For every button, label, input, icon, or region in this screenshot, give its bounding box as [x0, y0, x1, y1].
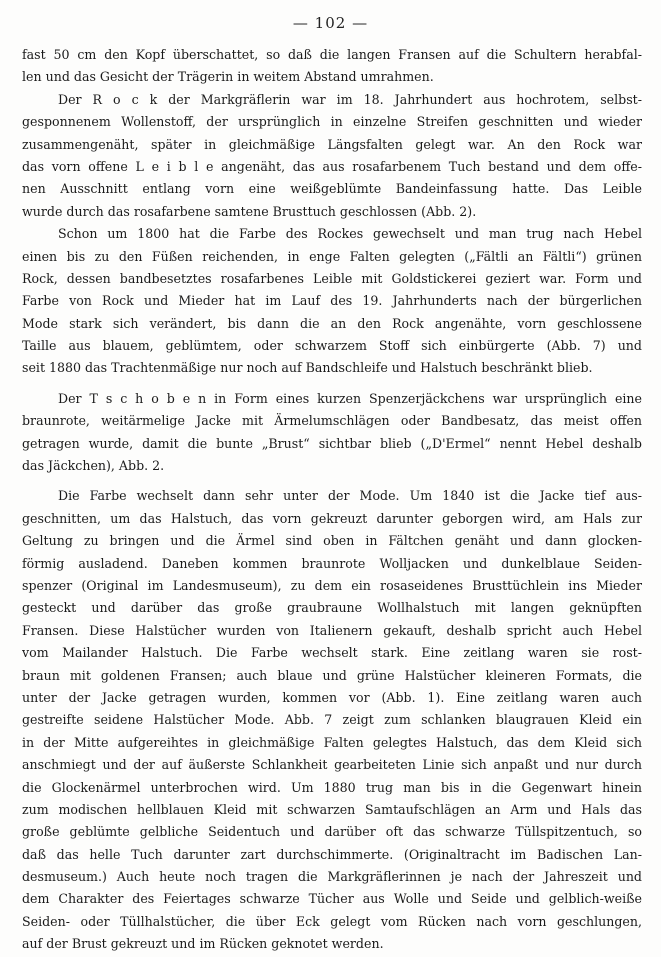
text-line: Rock, dessen bandbesetztes rosafarbenes Leible mit Goldstickerei geziert war. Form und: [22, 270, 642, 286]
text-line: fast 50 cm den Kopf überschattet, so daß die langen Fransen auf die Schultern herabfal-: [22, 47, 642, 62]
text-line: Mode stark sich verändert, bis dann die an den Rock angenähte, vorn geschlossene: [22, 315, 642, 331]
text-line: gesteckt und darüber das große graubraune Wollhalstuch mit langen geknüpften: [22, 600, 642, 616]
text-line: förmig ausladend. Daneben kommen braunrote Wolljacken und dunkelblaue Seiden-: [22, 555, 642, 571]
text-line: len und das Gesicht der Trägerin in weitem Abstand umrahmen.: [22, 69, 434, 85]
paragraph: [22, 44, 642, 89]
text-line: wurde durch das rosafarbene samtene Brusttuch geschlossen (Abb. 2).: [22, 203, 477, 219]
text-line: Geltung zu bringen und die Ärmel sind oben in Fältchen genäht und dann glocken-: [22, 533, 642, 549]
text-line: Schon um 1800 hat die Farbe des Rockes gewechselt und man trug nach Hebel: [58, 226, 642, 242]
text-line: gesponnenem Wollenstoff, der ursprünglich in einzelne Streifen geschnitten und wieder: [22, 114, 642, 130]
text-line: braunrote, weitärmelige Jacke mit Ärmelumschlägen oder Bandbesatz, das meist offen: [22, 413, 642, 429]
text-line: nen Ausschnitt entlang vorn eine weißgeblümte Bandeinfassung hatte. Das Leible: [22, 181, 642, 197]
text-line: Seiden- oder Tüllhalstücher, die über Eck gelegt vom Rücken nach vorn geschlungen,: [22, 913, 642, 929]
text-line: zusammengenäht, später in gleichmäßige Längsfalten gelegt war. An den Rock war: [22, 136, 642, 152]
text-line: Der T s c h o b e n in Form eines kurzen Spenzerjäckchens war ursprünglich eine: [58, 390, 642, 406]
text-line: auf der Brust gekreuzt und im Rücken geknotet werden.: [22, 936, 384, 952]
text-line: anschmiegt und der auf äußerste Schlankheit gearbeiteten Linie sich anpaßt und nur durch: [22, 757, 642, 773]
text-line: Taille aus blauem, geblümtem, oder schwarzem Stoff sich einbürgerte (Abb. 7) und: [22, 338, 642, 354]
text-line: geschnitten, um das Halstuch, das vorn gekreuzt darunter geborgen wird, am Hals zur: [22, 510, 642, 526]
text-line: desmuseum.) Auch heute noch tragen die Markgräflerinnen je nach der Jahreszeit und: [22, 869, 642, 885]
text-line: spenzer (Original im Landesmuseum), zu dem ein rosaseidenes Brusttüchlein ins Mieder: [22, 577, 642, 593]
text-line: zum modischen hellblauen Kleid mit schwarzen Samtaufschlägen an Arm und Hals das: [22, 801, 642, 817]
text-line: dem Charakter des Feiertages schwarze Tücher aus Wolle und Seide und gelblich-weiße: [22, 891, 642, 907]
text-line: Der R o c k der Markgräflerin war im 18. Jahrhundert aus hochrotem, selbst-: [58, 91, 642, 107]
text-line: Farbe von Rock und Mieder hat im Lauf des 19. Jahrhunderts nach der bürgerlichen: [22, 293, 642, 309]
text-line: in der Mitte aufgereihtes in gleichmäßige Falten gelegtes Halstuch, das dem Kleid sich: [22, 734, 642, 750]
text-line: große geblümte gelbliche Seidentuch und darüber oft das schwarze Tüllspitzentuch, so: [22, 824, 642, 840]
text-line: das Jäckchen), Abb. 2.: [22, 458, 165, 474]
text-line: unter der Jacke getragen wurden, kommen vor (Abb. 1). Eine zeitlang waren auch: [22, 689, 642, 705]
text-line: gestreifte seidene Halstücher Mode. Abb. 7 zeigt zum schlanken blaugrauen Kleid ein: [22, 712, 642, 728]
text-line: vom Mailander Halstuch. Die Farbe wechselt stark. Eine zeitlang waren sie rost-: [22, 645, 642, 661]
text-line: braun mit goldenen Fransen; auch blaue und grüne Halstücher kleineren Formats, die: [22, 667, 642, 683]
page-number: — 102 —: [292, 14, 369, 32]
text-line: das vorn offene L e i b l e angenäht, das aus rosafarbenem Tuch bestand und dem offe-: [22, 158, 642, 174]
text-line: daß das helle Tuch darunter zart durchschimmerte. (Originaltracht im Badischen Lan-: [22, 846, 642, 862]
paragraph: [22, 223, 642, 380]
text-line: Die Farbe wechselt dann sehr unter der Mode. Um 1840 ist die Jacke tief aus-: [58, 488, 642, 504]
text-line: seit 1880 das Trachtenmäßige nur noch auf Bandschleife und Halstuch beschränkt blieb.: [22, 360, 593, 376]
text-line: getragen wurde, damit die bunte „Brust“ sichtbar blieb („D'Ermel“ nennt Hebel deshalb: [22, 435, 642, 451]
text-line: Fransen. Diese Halstücher wurden von Italienern gekauft, deshalb spricht auch Hebel: [22, 622, 642, 638]
paragraph: [22, 485, 642, 955]
paragraph: [22, 388, 642, 478]
body-text: [22, 44, 642, 956]
text-line: einen bis zu den Füßen reichenden, in enge Falten gelegten („Fältli an Fältli“) grünen: [22, 248, 642, 264]
paragraph: [22, 89, 642, 223]
text-line: die Glockenärmel unterbrochen wird. Um 1880 trug man bis in die Gegenwart hinein: [22, 779, 642, 795]
